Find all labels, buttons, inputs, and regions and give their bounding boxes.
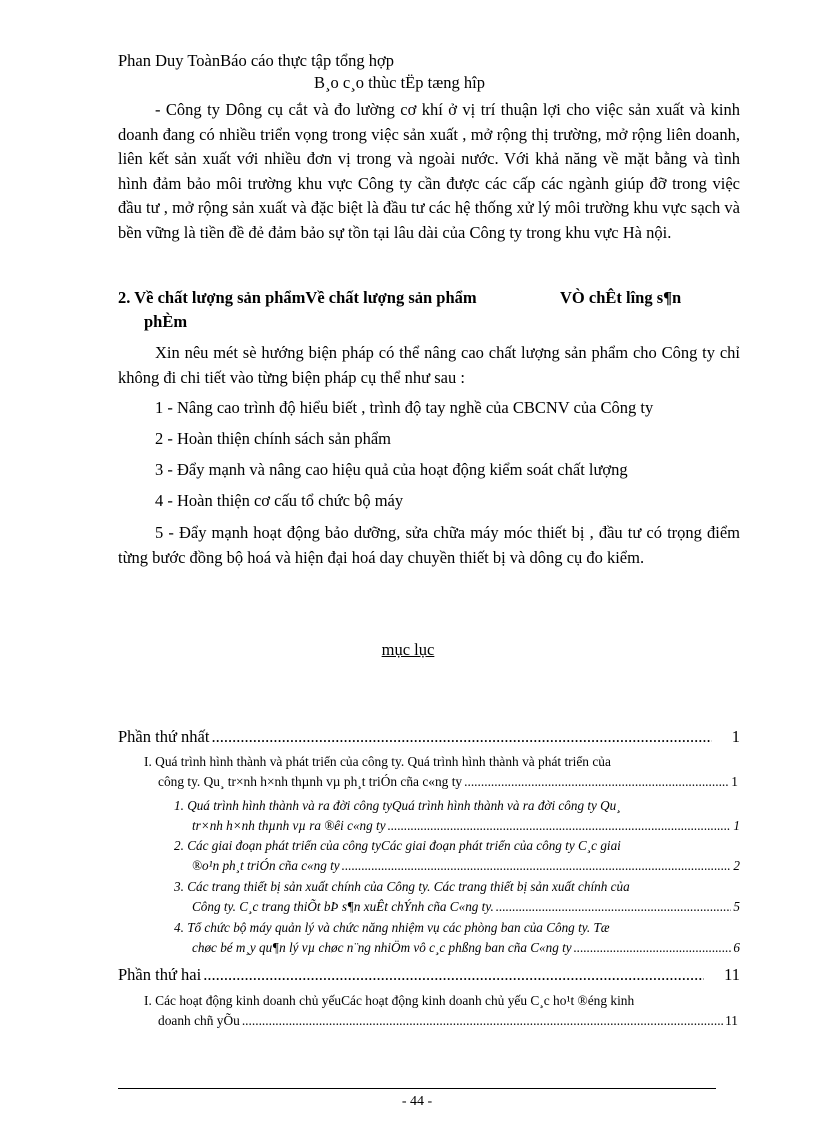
section-lead-paragraph: Xin nêu mét sè hướng biện pháp có thể nâng cao chất lượng sản phẩm cho Công ty chỉ không đi chi tiết vào từng biện pháp cụ thể như sau :: [118, 343, 740, 387]
toc-entry-text: 2. Các giai đoạn phát triển của công tyCác giai đoạn phát triển của công ty C¸c giai: [174, 838, 621, 853]
toc-entry-text: Công ty. C¸c trang thiÕt bÞ s¶n xuÊt chÝnh cña C«ng ty.: [192, 899, 494, 914]
section-heading: [118, 288, 477, 308]
toc-entry-part1[interactable]: [118, 727, 740, 747]
list-item: 4 - Hoàn thiện cơ cấu tổ chức bộ máy: [155, 491, 404, 510]
toc-title: mục lục: [381, 640, 435, 659]
section-heading-garbled-cont: phÈm: [144, 312, 188, 331]
section-heading-garbled: VÒ chÊt lîng s¶n: [560, 288, 682, 307]
intro-paragraph: - Công ty Dông cụ cắt và đo lường cơ khí ở vị trí thuận lợi cho việc sản xuất và kinh doanh đang có nhiều triển vọng trong việc sản xuất , mở rộng thị trường, mở rộng liên doanh, liên kết sản xuất với nhiều đơn vị trong và ngoài nước. Với khả năng về mặt bằng và tình hình đảm bảo môi trường khu vực Công ty cần được các cấp các ngành giúp đỡ trong việc đầu tư , mở rộng sản xuất và đặc biệt là đầu tư các hệ thống xử lý môi trường khu vực sạch và bền vững là tiền đề đẻ đảm bảo sự tồn tại lâu dài của Công ty trong khu vực Hà nội.: [118, 100, 740, 242]
toc-entry-text: 4. Tổ chức bộ máy quản lý và chức năng nhiệm vụ các phòng ban của Công ty. Tæ: [174, 920, 610, 935]
toc-page-number: 11: [725, 1013, 738, 1028]
list-item: 2 - Hoàn thiện chính sách sản phẩm: [155, 429, 391, 448]
toc-page-number: 1: [731, 727, 740, 746]
toc-leader: [496, 897, 732, 917]
toc-entry-sub4[interactable]: [174, 918, 740, 958]
toc-entry-text: chøc bé m¸y qu¶n lý vµ chøc n¨ng nhiÖm vô c¸c phßng ban cña C«ng ty: [192, 940, 572, 955]
toc-leader: [464, 772, 729, 792]
list-item: 5 - Đẩy mạnh hoạt động bảo dưỡng, sửa chữa máy móc thiết bị , đầu tư có trọng điểm từng bước đồng bộ hoá và hiện đại hoá day chuyền thiết bị và dông cụ đo kiểm.: [118, 523, 740, 567]
toc-leader: [242, 1011, 723, 1031]
toc-part-label: Phần thứ nhất: [118, 727, 210, 746]
toc-page-number: 5: [733, 899, 740, 914]
toc-leader: [211, 727, 711, 747]
toc-entry-text: doanh chñ yÕu: [158, 1013, 240, 1028]
list-item: 3 - Đẩy mạnh và nâng cao hiệu quả của hoạt động kiểm soát chất lượng: [155, 460, 628, 479]
toc-entry-text: công ty. Qu¸ tr×nh h×nh thµnh vµ ph¸t triÓn cña c«ng ty: [158, 774, 463, 789]
toc-entry-sub3[interactable]: [174, 877, 740, 917]
toc-entry-text: tr×nh h×nh thµnh vµ ra ®êi c«ng ty: [192, 818, 386, 833]
toc-entry-chapter2[interactable]: [144, 991, 738, 1031]
toc-leader: [203, 965, 704, 985]
running-header: Phan Duy ToànBáo cáo thực tập tổng hợp: [118, 51, 395, 70]
toc-entry-text: 1. Quá trình hình thành và ra đời công tyQuá trình hình thành và ra đời công ty Qu¸: [174, 798, 621, 813]
toc-page-number: 1: [733, 818, 740, 833]
toc-page-number: 1: [731, 774, 738, 789]
toc-entry-sub1[interactable]: [174, 796, 740, 836]
footer-rule: [118, 1088, 716, 1089]
toc-leader: [342, 856, 732, 876]
toc-entry-text: I. Quá trình hình thành và phát triển của công ty. Quá trình hình thành và phát triển của: [144, 754, 611, 769]
toc-page-number: 6: [733, 940, 740, 955]
toc-part-label: Phần thứ hai: [118, 965, 202, 984]
page-number: - 44 -: [401, 1094, 433, 1109]
toc-entry-sub2[interactable]: [174, 836, 740, 876]
toc-entry-text: 3. Các trang thiết bị sản xuất chính của Công ty. Các trang thiết bị sản xuất chính của: [174, 879, 630, 894]
toc-entry-chapter1[interactable]: [144, 752, 738, 792]
toc-entry-text: ®o¹n ph¸t triÓn cña c«ng ty: [192, 858, 340, 873]
toc-entry-part2[interactable]: [118, 965, 740, 985]
toc-page-number: 2: [733, 858, 740, 873]
list-item: 1 - Nâng cao trình độ hiểu biết , trình độ tay nghề của CBCNV của Công ty: [155, 398, 654, 417]
running-header-garbled: B¸o c¸o thùc tËp tæng hîp: [314, 73, 485, 92]
toc-leader: [574, 938, 732, 958]
toc-entry-text: I. Các hoạt động kinh doanh chủ yếuCác hoạt động kinh doanh chủ yếu C¸c ho¹t ®éng kinh: [144, 993, 635, 1008]
section-heading-text: 2. Về chất lượng sản phẩmVề chất lượng sản phẩm: [118, 288, 477, 307]
toc-leader: [388, 816, 732, 836]
toc-page-number: 11: [724, 965, 740, 984]
